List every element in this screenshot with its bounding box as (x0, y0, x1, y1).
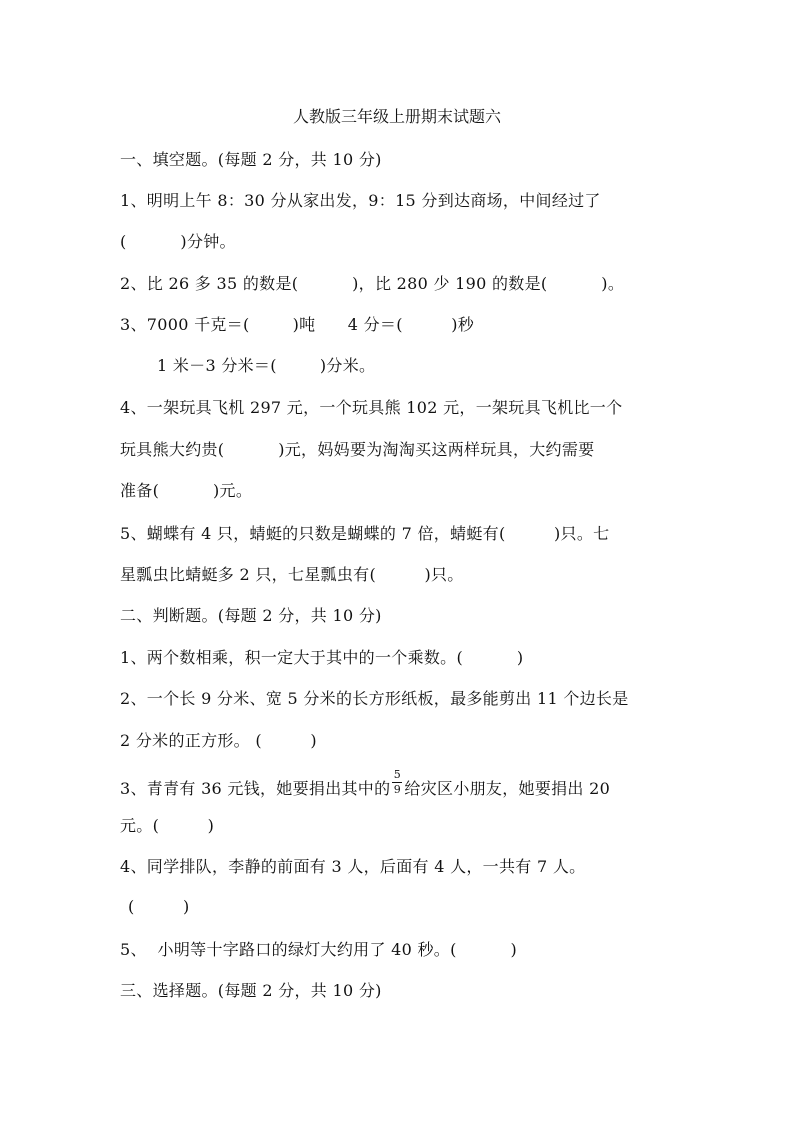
question-1-1-line-2: ( )分钟。 (120, 232, 236, 251)
section-heading-multiple-choice: 三、选择题。(每题 2 分，共 10 分) (120, 981, 382, 1000)
question-2-2-line-1: 2、一个长 9 分米、宽 5 分米的长方形纸板，最多能剪出 11 个边长是 (120, 689, 629, 708)
question-1-2: 2、比 26 多 35 的数是( )，比 280 少 190 的数是( )。 (120, 274, 625, 293)
question-1-4-line-3: 准备( )元。 (120, 481, 253, 500)
question-2-5: 5、 小明等十字路口的绿灯大约用了 40 秒。( ) (120, 940, 518, 959)
question-1-3-line-2: 1 米－3 分米＝( )分米。 (157, 356, 376, 375)
fraction-numerator: 5 (393, 768, 402, 781)
section-heading-true-false: 二、判断题。(每题 2 分，共 10 分) (120, 606, 382, 625)
fraction-denominator: 9 (393, 783, 402, 796)
question-2-4-line-1: 4、同学排队，李静的前面有 3 人，后面有 4 人，一共有 7 人。 (120, 857, 586, 876)
question-1-5-line-2: 星瓢虫比蜻蜓多 2 只，七星瓢虫有( )只。 (120, 565, 464, 584)
question-1-4-line-2: 玩具熊大约贵( )元，妈妈要为淘淘买这两样玩具，大约需要 (120, 440, 595, 459)
question-2-2-line-2: 2 分米的正方形。 ( ) (120, 731, 317, 750)
question-2-4-line-2: ( ) (128, 897, 190, 916)
question-1-5-line-1: 5、蝴蝶有 4 只，蜻蜓的只数是蝴蝶的 7 倍，蜻蜓有( )只。七 (120, 524, 610, 543)
question-2-3-line-2: 元。( ) (120, 816, 215, 835)
question-2-3-text-after: 给灾区小朋友，她要捐出 20 (404, 779, 611, 798)
question-2-3-text-before: 3、青青有 36 元钱，她要捐出其中的 (120, 779, 391, 798)
question-1-3-line-1: 3、7000 千克＝( )吨 4 分＝( )秒 (120, 315, 475, 334)
page-title: 人教版三年级上册期末试题六 (292, 107, 501, 126)
question-2-1: 1、两个数相乘，积一定大于其中的一个乘数。( ) (120, 648, 524, 667)
question-1-4-line-1: 4、一架玩具飞机 297 元，一个玩具熊 102 元，一架玩具飞机比一个 (120, 398, 623, 417)
section-heading-fill-in: 一、填空题。(每题 2 分，共 10 分) (120, 150, 382, 169)
fraction-five-ninths (392, 768, 402, 800)
question-1-1-line-1: 1、明明上午 8：30 分从家出发，9：15 分到达商场，中间经过了 (120, 191, 601, 210)
question-2-3-line-1 (120, 768, 611, 800)
